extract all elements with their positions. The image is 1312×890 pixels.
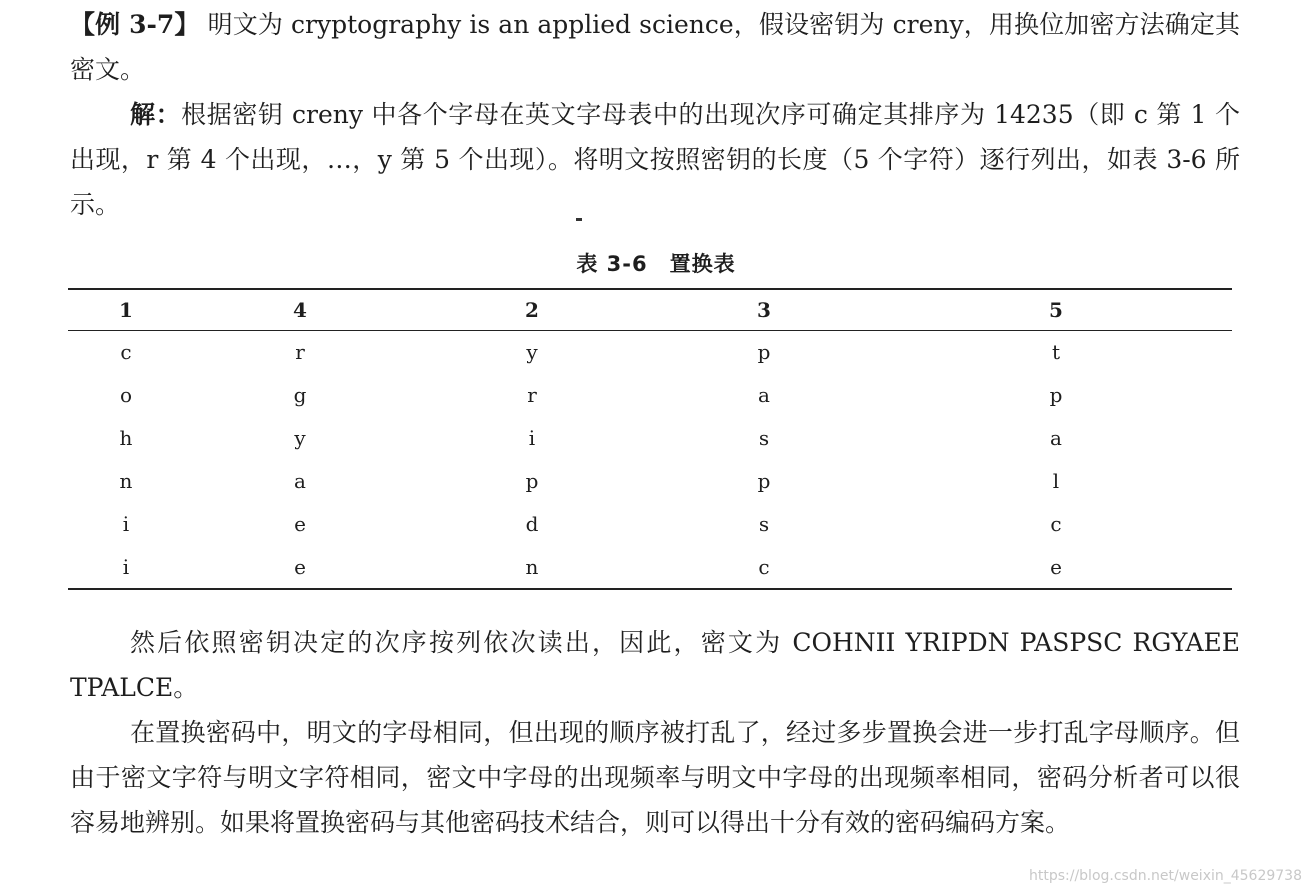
solution-paragraph xyxy=(70,92,1240,227)
table-cell: c xyxy=(120,339,132,364)
table-cell: r xyxy=(527,382,537,407)
table-row xyxy=(68,459,1232,502)
table-cell: c xyxy=(1050,511,1062,536)
table-cell: a xyxy=(294,468,306,493)
table-cell: d xyxy=(525,511,539,536)
header-cell: 4 xyxy=(293,298,307,322)
header-cell: 3 xyxy=(757,298,771,322)
result-paragraph: 然后依照密钥决定的次序按列依次读出，因此，密文为 COHNII YRIPDN PASPSC RGYAEE TPALCE。 xyxy=(70,628,1240,702)
table-cell: l xyxy=(1052,468,1060,493)
table-cell: n xyxy=(525,554,539,579)
scan-mark xyxy=(576,218,582,221)
table-cell: c xyxy=(758,554,770,579)
table-cell: t xyxy=(1051,339,1061,364)
table-cell: i xyxy=(122,511,130,536)
table-cell: p xyxy=(757,468,771,493)
header-cell: 2 xyxy=(525,298,539,322)
table-cell: r xyxy=(295,339,305,364)
watermark-url: https://blog.csdn.net/weixin_45629738 xyxy=(1028,868,1302,884)
header-cell: 1 xyxy=(119,298,133,322)
table-bottom-rule xyxy=(68,588,1232,590)
table-row xyxy=(68,416,1232,459)
table-cell: o xyxy=(119,382,133,407)
table-cell: a xyxy=(1050,425,1062,450)
note-paragraph: 在置换密码中，明文的字母相同，但出现的顺序被打乱了，经过多步置换会进一步打乱字母顺序。但由于密文字符与明文字符相同，密文中字母的出现频率与明文中字母的出现频率相同，密码分析者可以很容易地辨别。如果将置换密码与其他密码技术结合，则可以得出十分有效的密码编码方案。 xyxy=(70,718,1240,837)
table-header-row xyxy=(68,290,1232,330)
example-text: 明文为 cryptography is an applied science，假设密钥为 creny，用换位加密方法确定其密文。 xyxy=(70,10,1240,84)
solution-label: 解： xyxy=(130,100,182,129)
table-cell: y xyxy=(294,425,306,450)
example-label: 【例 3-7】 xyxy=(70,10,200,39)
table-cell: s xyxy=(758,511,770,536)
table-cell: p xyxy=(525,468,539,493)
table-cell: i xyxy=(528,425,536,450)
table-cell: i xyxy=(122,554,130,579)
example-paragraph xyxy=(70,2,1240,92)
table-cell: p xyxy=(757,339,771,364)
table-cell: e xyxy=(294,554,306,579)
table-cell: n xyxy=(119,468,133,493)
table-cell: a xyxy=(758,382,770,407)
table-cell: y xyxy=(526,339,538,364)
header-cell: 5 xyxy=(1049,298,1063,322)
table-row xyxy=(68,330,1232,373)
table-caption: 表 3-6 置换表 xyxy=(576,252,736,276)
table-cell: e xyxy=(294,511,306,536)
permutation-table xyxy=(68,290,1232,588)
table-cell: s xyxy=(758,425,770,450)
table-cell: g xyxy=(293,382,307,407)
table-row xyxy=(68,373,1232,416)
table-cell: e xyxy=(1050,554,1062,579)
solution-text: 根据密钥 creny 中各个字母在英文字母表中的出现次序可确定其排序为 14235（即 c 第 1 个出现，r 第 4 个出现，…，y 第 5 个出现）。将明文按照密钥的长度（5 个字符）逐行列出，如表 3-6 所示。 xyxy=(70,100,1240,219)
table-row xyxy=(68,502,1232,545)
table-cell: p xyxy=(1049,382,1063,407)
table-cell: h xyxy=(119,425,133,450)
table-row xyxy=(68,545,1232,588)
